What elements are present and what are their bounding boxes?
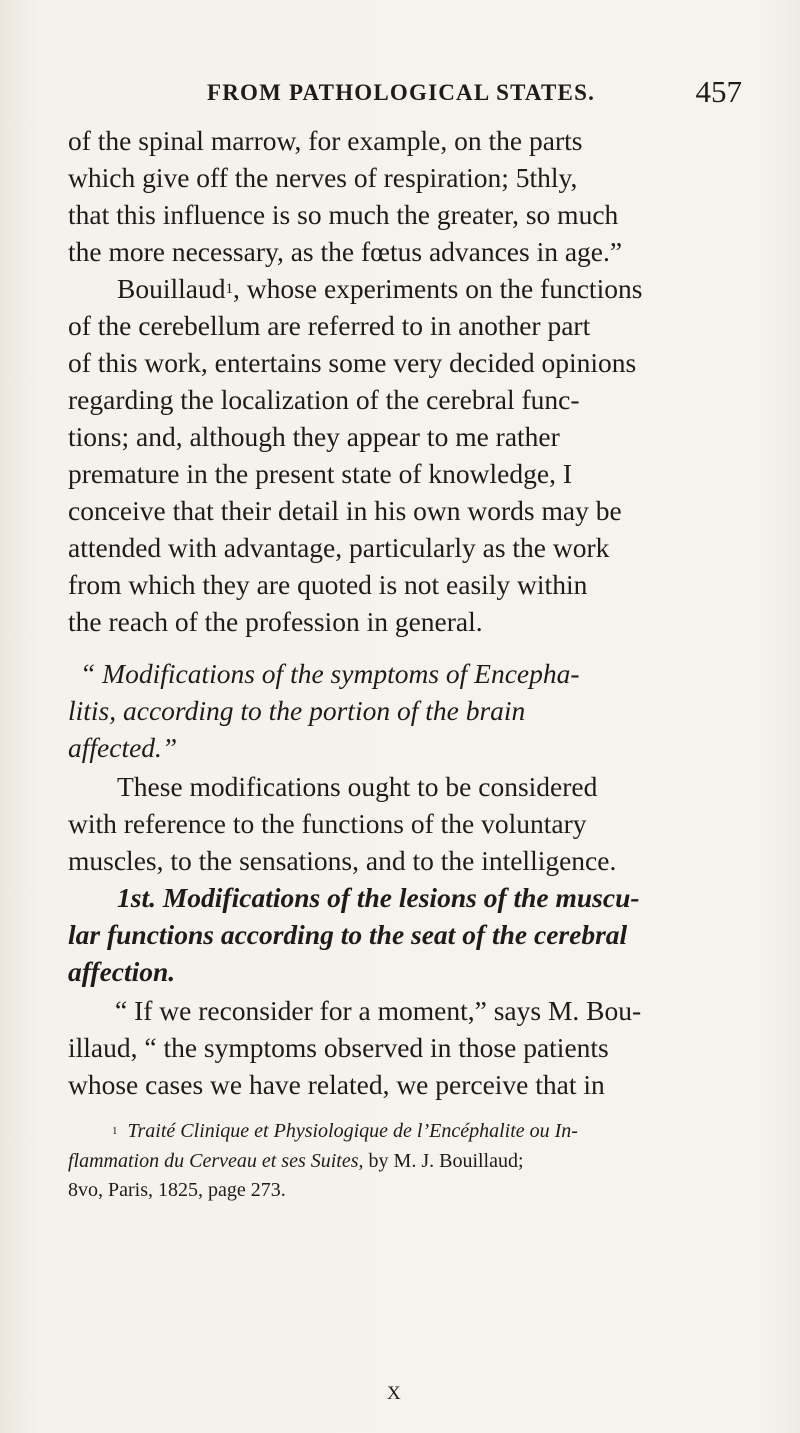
body-line: “ If we reconsider for a moment,” says M. Bou-	[115, 995, 642, 1026]
footnote-line	[112, 1121, 578, 1141]
section-heading-line: litis, according to the portion of the brain	[68, 695, 526, 726]
body-line: illaud, “ the symptoms observed in those patients	[68, 1032, 609, 1063]
running-title: FROM PATHOLOGICAL STATES.	[207, 80, 596, 105]
body-line	[117, 275, 642, 303]
body-line: with reference to the functions of the voluntary	[68, 808, 587, 839]
body-line: whose cases we have related, we perceive that in	[68, 1069, 605, 1100]
footnote-line	[68, 1151, 524, 1171]
line-continuation: , whose experiments on the functions	[233, 273, 643, 304]
footnote-citation-title-cont: flammation du Cerveau et ses Suites,	[68, 1150, 364, 1172]
section-heading-line: affected.”	[68, 732, 178, 763]
body-line: of the spinal marrow, for example, on the parts	[68, 125, 583, 156]
body-line: muscles, to the sensations, and to the intelligence.	[68, 845, 617, 876]
section-heading-line: “ Modifications of the symptoms of Encepha-	[80, 658, 580, 689]
body-line: tions; and, although they appear to me rather	[68, 421, 560, 452]
footnote-marker: 1	[112, 1124, 118, 1137]
printer-signature-mark: X	[387, 1383, 401, 1404]
body-line: which give off the nerves of respiration; 5thly,	[68, 162, 578, 193]
subsection-heading-line: 1st. Modifications of the lesions of the muscu-	[117, 882, 640, 913]
body-line: from which they are quoted is not easily within	[68, 569, 588, 600]
subsection-heading-line: affection.	[68, 956, 176, 987]
body-line: the reach of the profession in general.	[68, 606, 483, 637]
body-line: attended with advantage, particularly as the work	[68, 532, 610, 563]
footnote-citation-title: Traité Clinique et Physiologique de l’Encéphalite ou In-	[127, 1120, 578, 1142]
author-name: Bouillaud	[117, 273, 226, 304]
body-line: that this influence is so much the greater, so much	[68, 199, 619, 230]
body-line: conceive that their detail in his own words may be	[68, 495, 622, 526]
body-line: of this work, entertains some very decided opinions	[68, 347, 637, 378]
body-line: regarding the localization of the cerebral func-	[68, 384, 580, 415]
subsection-heading-line: lar functions according to the seat of the cerebral	[68, 919, 628, 950]
body-line: of the cerebellum are referred to in another part	[68, 310, 591, 341]
body-line: premature in the present state of knowledge, I	[68, 458, 572, 489]
body-line: the more necessary, as the fœtus advances in age.”	[68, 236, 623, 267]
page-header	[207, 74, 742, 110]
footnote-line: 8vo, Paris, 1825, page 273.	[68, 1179, 286, 1201]
page-number: 457	[695, 74, 742, 109]
footnote-citation-author: by M. J. Bouillaud;	[363, 1150, 524, 1172]
footnote-reference: 1	[225, 281, 234, 298]
body-line: These modifications ought to be considered	[117, 771, 598, 802]
